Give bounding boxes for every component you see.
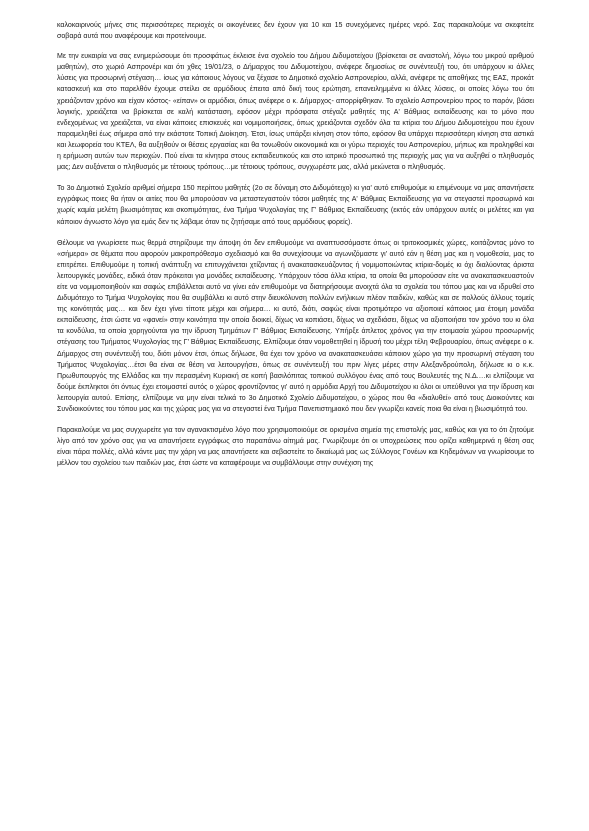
paragraph-local-development: Θέλουμε να γνωρίσετε πως θερμά στηρίζουμε την άποψη ότι δεν επιθυμούμε να αναπτυσσόμαστε όπως οι τριτοκοσμικές χώρες, κοιτάζοντας μόνο το «σήμερα» σε θέματα που αφορούν μακροπρόθεσμο σχεδιασμό και θα συνεχίσουμε να αγωνιζόμαστε γι' αυτό εάν η θέση μας και η νομοθεσία, μας το επιτρέπει. Επιθυμούμε η τοπική ανάπτυξη να επιτυγχάνεται χτίζοντας ή ανακατασκευάζοντας ή νομιμοποιώντας κτίρια-δομές κι όχι διαλύοντας άριστα λειτουργικές μονάδες, ειδικά όταν πρόκειται για μονάδες εκπαίδευσης. Υπάρχουν τόσα άλλα κτίρια, τα οποία θα μπορούσαν είτε να ανακατασκευαστούν είτε να νομιμοποιηθούν και σαφώς επιβάλλεται αυτό να γίνει εάν επιθυμούμε να διατηρήσουμε ανοιχτά όλα τα σχολεία του τόπου μας και να ιδρυθεί στο Διδυμότειχο το Τμήμα Ψυχολογίας που θα συμβάλλει κι αυτό στην διευκόλυνση πολλών ενήλικων πλέον παιδιών, καθώς και σε πολλούς άλλους τομείς της κοινότητάς μας… και δεν έχει γίνει τίποτε μέχρι και σήμερα… κι αυτό, διότι, σαφώς είναι προτιμότερο να αξιοποιεί κάποιος μια έτοιμη μονάδα εκπαίδευσης, έτσι ώστε να «φανεί» στην κοινότητα την οποία διοικεί, δίχως να κοπιάσει, δίχως να σχεδιάσει, δίχως να αξιοποιήσει τον χρόνο του κι όλα τα κονδύλια, τα οποία χορηγούνται για την ίδρυση Τμημάτων Γ' Βάθμιας Εκπαίδευσης. Υπήρξε άπλετος χρόνος για την ετοιμασία χώρου προσωρινής στέγασης του Τμήματος Ψυχολογίας της Γ' Βάθμιας Εκπαίδευσης. Ελπίζουμε όταν νομοθετηθεί η ίδρυσή του μέχρι τέλη Φεβρουαρίου, όπως ανέφερε ο κ. Δήμαρχος στη συνέντευξή του, διότι μόνον έτσι, όπως δήλωσε, θα έχει τον χρόνο να ανακατασκευάσει κάποιον χώρο για την προσωρινή στέγαση του Τμήματος Ψυχολογίας…έτσι θα είναι σε θέση να λειτουργήσει, όπως σε συνέντευξή του πριν λίγες μέρες στην Αλεξανδρούπολη, δήλωσε κι ο κ.κ. Πρωθυπουργός της Ελλάδας και την περασμένη Κυριακή σε κοπή βασιλόπιτας τοπικού συλλόγου ένας από τους Βουλευτές της Ν.Δ.…κι ελπίζουμε να δούμε έκπληκτοι ότι όντως έχει ετοιμαστεί αυτός ο χώρος φροντίζοντας γι' αυτό η αρμόδια Αρχή του Διδυμοτείχου κι όλοι οι υπεύθυνοι για την ίδρυση και λειτουργία αυτού. Επίσης, ελπίζουμε να μην είναι τελικά το 3ο Δημοτικό Σχολείο Διδυμοτείχου, ο χώρος που θα «διαλυθεί» από τους Διοικούντες και Συνδιοικούντες του τόπου μας και της χώρας μας για να στεγαστεί ένα Τμήμα Πανεπιστημιακό που δεν γνωρίζει κανείς ποια θα είναι η βιωσιμότητά του. (57, 239, 534, 413)
paragraph-third-primary-school: Το 3ο Δημοτικό Σχολείο αριθμεί σήμερα 150 περίπου μαθητές (2ο σε δύναμη στο Διδυμότειχο) κι για' αυτό επιθυμούμε κι επιμένουμε να μας απαντήσετε εγγράφως ποιες θα ήταν οι αιτίες που θα μπορούσαν να μεταστεγαστούν τόσοι μαθητές της Α' Βάθμιας Εκπαίδευσης για να στεγαστεί προσωρινά και χωρίς καμία μελέτη βιωσιμότητας και σκοπιμότητας, ένα Τμήμα Ψυχολογίας της Γ' Βάθμιας Εκπαίδευσης (εκτός εάν υπάρχουν αυτές οι μελέτες και για κάποιον άγνωστο λόγο για εμάς δεν τις λάβαμε όταν τις ζητήσαμε από τους αρμόδιους φορείς). (57, 185, 534, 226)
document-page (57, 20, 534, 479)
paragraph-asproneri-school: Με την ευκαιρία να σας ενημερώσουμε ότι προσφάτως έκλεισε ένα σχολείο του Δήμου Διδυμοτείχου (βρίσκεται σε αναστολή, λόγω του μικρού αριθμού μαθητών), στο χωριό Ασπρονέρι και ότι χθες 19/01/23, ο Δήμαρχος του Διδυμοτείχου, ανέφερε δημοσίως σε συνέντευξή του, ότι υπάρχουν κι άλλες λύσεις για προσωρινή στέγαση… ίσως για κάποιους λόγους να ξέχασε το Δημοτικό σχολείο Ασπρονερίου, αλλά, ανέφερε τις αποθήκες της ΕΑΣ, προκάτ κατασκευή και στο παρελθόν έχουμε στείλει σε αρμόδιους έπειτα από δική τους ερώτηση, επανειλημμένα κι άλλες λύσεις, οι οποίες λόγω του ότι χρειάζονταν χρόνο και είχαν κόστος- «είπαν» οι αρμόδιοι, όπως ανέφερε ο κ. Δήμαρχος- απορρίφθηκαν. Το σχολείο Ασπρονερίου προς το παρόν, βάσει λογικής, χρειάζεται να βρίσκεται σε καλή κατάσταση, εφόσον μέχρι πρόσφατα στέγαζε μαθητές της Α' Βάθμιας εκπαίδευσης και το μόνο που ενδεχομένως να χρειάζεται, να είναι κάποιες επισκευές και νομιμοποιήσεις, όπως χρειάζονται σχεδόν όλα τα κτίρια του Δήμου Διδυμοτείχου που έχουν παραμεληθεί έως σήμερα από την εκάστοτε Τοπική Διοίκηση. Έτσι, ίσως υπάρξει κίνηση στον τόπο, εφόσον θα υπάρχει περισσότερη κίνηση στα αστικά και λεωφορεία του ΚΤΕΛ, θα αυξηθούν οι θέσεις εργασίας και θα τονωθούν οικονομικά και οι γύρω περιοχές του Ασπρονερίου, μήπως και προληφθεί και η ερήμωση αυτών των περιοχών. Πού είναι τα κίνητρα στους εκπαιδευτικούς και στο ιατρικό προσωπικό της περιοχής μας για να αυξηθεί ο πληθυσμός μας; Δεν αυξάνεται ο πληθυσμός με τέτοιους τρόπους…με τέτοιους τρόπους, συγχωρέστε μας, αλλά μειώνεται ο πληθυσμός. (57, 53, 534, 172)
paragraph-closing-request: Παρακαλούμε να μας συγχωρείτε για τον αγανακτισμένο λόγο που χρησιμοποιούμε σε ορισμένα σημεία της επιστολής μας, καθώς και για το ότι ζητούμε λίγο από τον χρόνο σας για να απαντήσετε εγγράφως στο παραπάνω αίτημά μας. Γνωρίζουμε ότι οι υποχρεώσεις που ορίζει καθημερινά η θέση σας είναι πάρα πολλές, αλλά κάντε μας την χάρη να μας απαντήσετε και σεβαστείτε το δικαίωμά μας ως Σύλλογος Γονέων και Κηδεμόνων να γνωρίσουμε το μέλλον του σχολείου των παιδιών μας, έτσι ώστε να καταφέρουμε να συμβάλλουμε στην συνέχιση της (57, 427, 534, 468)
paragraph-water-shortage: καλοκαιρινούς μήνες στις περισσότερες περιοχές οι οικογένειες δεν έχουν για 10 και 15 συνεχόμενες ημέρες νερό. Σας παρακαλούμε να σκεφτείτε σοβαρά αυτά που αναφέρουμε και προτείνουμε. (57, 22, 534, 41)
